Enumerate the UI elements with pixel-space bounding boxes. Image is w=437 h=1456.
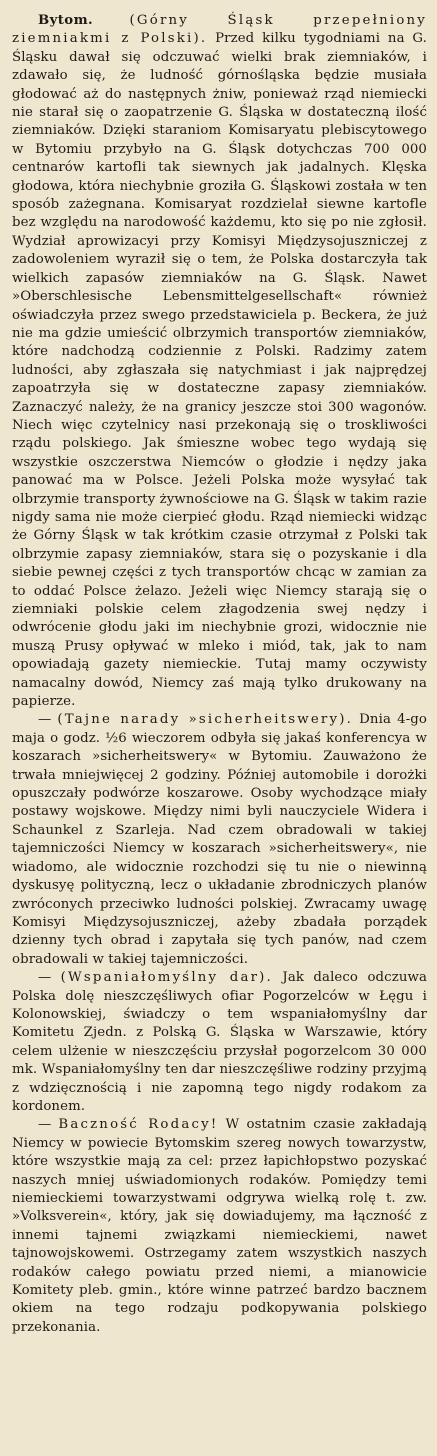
paragraph: [12, 711, 427, 969]
article-body: Jak daleco odczuwa Polska dolę nieszczęśliwych ofiar Pogorzelców w Łęgu i Kolonowskiej, świadczy o tem wspaniałomyślny dar Komitetu Zjedn. z Polską G. Śląska w Warszawie, który celem ulżenie w nieszczęściu przysłał pogorzelcom 30 000 mk. Wspaniałomyślny ten dar nieszczęśliwe rodziny przyjmą z wdzięcznością i nie zapomną tego nigdy rodakom za kordonem.: [12, 970, 427, 1114]
lead-dash: —: [38, 970, 61, 986]
article-potatoes: [12, 12, 427, 711]
paragraph: [12, 969, 427, 1116]
article-body: Dnia 4-go maja o godz. ½6 wieczorem odbyła się jakaś konferencya w koszarach »sicherheitswery« w Bytomiu. Zauważono że trwała mniejwięcej 2 godziny. Później automobile i dorożki opuszczały podwórze koszarowe. Osoby wychodzące miały postawy wojskowe. Między nimi byli nauczyciele Widera i Schaunkel z Szarleja. Nad czem obradowali w takiej tajemniczości Niemcy w koszarach »sicherheitswery«, nie wiadomo, ale widocznie rozchodzi się tu nie o niewinną dyskusyę polityczną, lecz o układanie zbrodniczych planów zwróconych przeciwko ludności polskiej. Zwracamy uwagę Komisyi Międzysojuszniczej, ażeby zbadała porządek dzienny tych obrad i zapytała się tych panów, nad czem obradowali w takiej tajemniczości.: [12, 712, 427, 967]
lead-dash: —: [38, 712, 58, 728]
lead-dash: —: [38, 1117, 59, 1133]
place-lead: Bytom.: [38, 13, 94, 28]
article-secret-meetings: [12, 711, 427, 969]
article-title: (Wspaniałomyślny dar).: [60, 970, 273, 986]
article-title: (Górny Śląsk przepełniony ziemniakmi z Polski).: [12, 13, 428, 47]
article-generous-gift: [12, 969, 427, 1116]
paragraph: [12, 12, 427, 711]
article-title: Baczność Rodacy!: [58, 1117, 219, 1133]
article-body: W ostatnim czasie zakładają Niemcy w powiecie Bytomskim szereg nowych towarzystw, które wszystkie mają za cel: przez łapichłopstwo pozyskać naszych mniej uświadomionych rodaków. Pomiędzy temi niemieckiemi towarzystwami odgrywa wielką rolę t. zw. »Volksverein«, który, jak się dowiadujemy, ma łączność z innemi tajnemi związkami niemieckiemi, nawet tajnowojskowemi. Ostrzegamy zatem wszystkich naszych rodaków całego powiatu przed niemi, a mianowicie Komitety pleb. gmin., które winne patrzeć bardzo bacznem okiem na tego rodzaju podkopywania polskiego przekonania.: [12, 1117, 427, 1335]
article-body: Przed kilku tygodniami na G. Śląsku dawał się odczuwać wielki brak ziemniaków, i zdawało się, że ludność górnośląska będzie musiała głodować aż do następnych żniw, ponieważ rząd niemiecki nie starał się o zaopatrzenie G. Śląska w dostateczną ilość ziemniaków. Dzięki staraniom Komisaryatu plebiscytowego w Bytomiu przybyło na G. Śląsk dotychczas 700 000 centnarów kartofli tak siewnych jak jadalnych. Klęska głodowa, która niechybnie groziła G. Śląskowi została w ten sposób zażegnana. Komisaryat rozdzielał siewne kartofle bez względu na narodowość każdemu, kto się po nie zgłosił. Wydział aprowizacyi przy Komisyi Międzysojuszniczej z zadowoleniem wyraził się o tem, że Polska dostarczyła tak wielkich zapasów ziemniaków na G. Śląsk. Nawet »Oberschlesische Lebensmittelgesellschaft« również oświadczyła przez swego przedstawiciela p. Beckera, że już nie ma gdzie umieścić olbrzymich transportów ziemniaków, które nadchodzą codziennie z Polski. Radzimy zatem ludności, aby zgłaszała się natychmiast i jak najprędzej zapoatrzyła się w dostateczne zapasy ziemniaków. Zaznaczyć należy, że na granicy jeszcze stoi 300 wagonów. Niech więc czytelnicy nasi przekonają się o troskliwości rządu polskiego. Jak śmieszne wobec tego wydają się wszystkie oszczerstwa Niemców o głodzie i nędzy jaka panować ma w Polsce. Jeżeli Polska może wysyłać tak olbrzymie transporty żywnościowe na G. Śląsk w takim razie nigdy sama nie może cierpieć głodu. Rząd niemiecki widząc że Górny Śląsk w tak krótkim czasie otrzymał z Polski tak olbrzymie zapasy ziemniaków, stara się o pozyskanie i dla siebie pewnej części z tych transportów chcąc w zamian za to oddać Polsce żelazo. Jeżeli więc Niemcy starają się o ziemniaki polskie celem złagodzenia swej nędzy i odwrócenie głodu jaki im niechybnie grozi, widocznie nie muszą Prusy opływać w mleko i miód, tak, jak to nam opowiadają gazety niemieckie. Tutaj mamy oczywisty namacalny dowód, Niemcy zaś mają tylko drukowany na papierze.: [12, 31, 428, 710]
paragraph: [12, 1116, 427, 1337]
article-warning: [12, 1116, 427, 1337]
article-title: (Tajne narady »sicherheitswery).: [57, 712, 354, 728]
